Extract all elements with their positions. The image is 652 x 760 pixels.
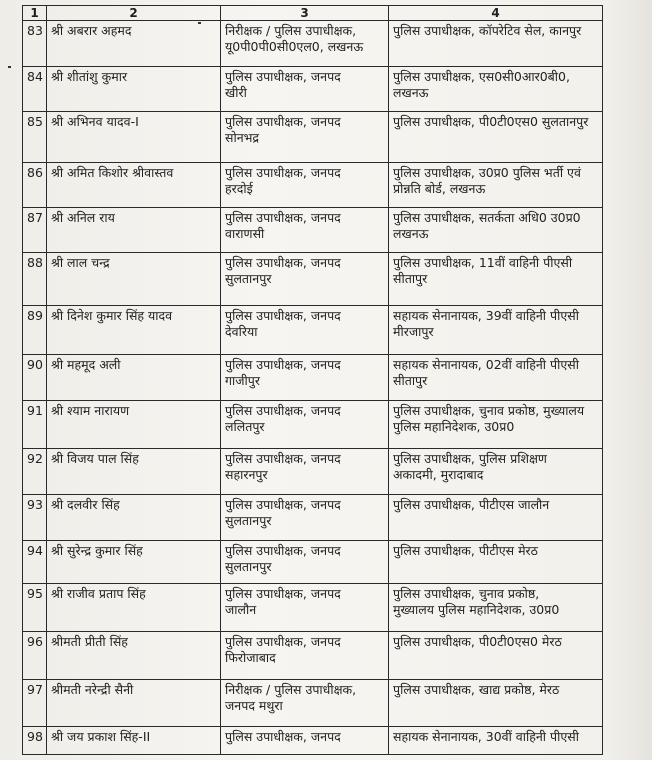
current-posting-line: निरीक्षक / पुलिस उपाधीक्षक, <box>225 682 357 697</box>
table-row <box>23 584 603 632</box>
serial-number: 89 <box>23 306 47 355</box>
officer-name: श्री अबरार अहमद <box>47 21 221 67</box>
serial-number: 94 <box>23 541 47 584</box>
table-row <box>23 727 603 755</box>
transfer-table <box>22 5 603 755</box>
current-posting-line: फिरोजाबाद <box>225 650 276 665</box>
new-posting-line: पुलिस उपाधीक्षक, पीटीएस मेरठ <box>393 543 538 558</box>
table-row <box>23 208 603 253</box>
serial-number: 91 <box>23 401 47 449</box>
table-row <box>23 306 603 355</box>
current-posting <box>221 541 389 584</box>
new-posting-line: पुलिस उपाधीक्षक, पी0टी0एस0 मेरठ <box>393 634 562 649</box>
officer-name: श्रीमती नरेन्द्री सैनी <box>47 680 221 727</box>
current-posting <box>221 632 389 680</box>
current-posting <box>221 112 389 163</box>
column-header: 4 <box>389 6 603 21</box>
table-row <box>23 632 603 680</box>
new-posting-line: पुलिस उपाधीक्षक, सतर्कता अधि0 उ0प्र0 <box>393 210 581 225</box>
current-posting-line: सुलतानपुर <box>225 559 272 574</box>
officer-name: श्रीमती प्रीती सिंह <box>47 632 221 680</box>
new-posting-line: सीतापुर <box>393 373 428 388</box>
new-posting <box>389 401 603 449</box>
current-posting-line: पुलिस उपाधीक्षक, जनपद <box>225 210 341 225</box>
table-row <box>23 112 603 163</box>
current-posting <box>221 208 389 253</box>
new-posting <box>389 306 603 355</box>
column-header: 3 <box>221 6 389 21</box>
serial-number: 92 <box>23 449 47 495</box>
new-posting-line: मीरजापुर <box>393 324 434 339</box>
new-posting-line: पुलिस उपाधीक्षक, खाद्य प्रकोष्ठ, मेरठ <box>393 682 560 697</box>
table-row <box>23 21 603 67</box>
current-posting-line: पुलिस उपाधीक्षक, जनपद <box>225 357 341 372</box>
current-posting-line: ललितपुर <box>225 419 265 434</box>
table-row <box>23 680 603 727</box>
new-posting <box>389 727 603 755</box>
officer-name: श्री शीतांशु कुमार <box>47 67 221 112</box>
new-posting-line: पुलिस उपाधीक्षक, चुनाव प्रकोष्ठ, मुख्यालय <box>393 403 585 418</box>
new-posting-line: पुलिस उपाधीक्षक, चुनाव प्रकोष्ठ, <box>393 586 540 601</box>
new-posting-line: सहायक सेनानायक, 39वीं वाहिनी पीएसी <box>393 308 579 323</box>
new-posting <box>389 541 603 584</box>
new-posting <box>389 21 603 67</box>
new-posting-line: पुलिस उपाधीक्षक, 11वीं वाहिनी पीएसी <box>393 255 573 270</box>
table-row <box>23 495 603 541</box>
table-row <box>23 355 603 401</box>
new-posting <box>389 163 603 208</box>
current-posting-line: पुलिस उपाधीक्षक, जनपद <box>225 308 341 323</box>
table-row <box>23 253 603 306</box>
serial-number: 97 <box>23 680 47 727</box>
current-posting <box>221 680 389 727</box>
current-posting-line: पुलिस उपाधीक्षक, जनपद <box>225 586 341 601</box>
new-posting-line: सहायक सेनानायक, 30वीं वाहिनी पीएसी <box>393 729 579 744</box>
new-posting-line: पुलिस उपाधीक्षक, कॉपरेटिव सेल, कानपुर <box>393 23 582 38</box>
new-posting <box>389 449 603 495</box>
current-posting-line: निरीक्षक / पुलिस उपाधीक्षक, <box>225 23 357 38</box>
serial-number: 84 <box>23 67 47 112</box>
current-posting-line: पुलिस उपाधीक्षक, जनपद <box>225 403 341 418</box>
new-posting-line: लखनऊ <box>393 226 429 241</box>
serial-number: 83 <box>23 21 47 67</box>
officer-name: श्री जय प्रकाश सिंह-II <box>47 727 221 755</box>
current-posting <box>221 401 389 449</box>
current-posting <box>221 67 389 112</box>
current-posting-line: पुलिस उपाधीक्षक, जनपद <box>225 729 341 744</box>
new-posting <box>389 355 603 401</box>
scan-speck <box>8 66 11 68</box>
serial-number: 90 <box>23 355 47 401</box>
current-posting-line: वाराणसी <box>225 226 265 241</box>
page-shadow <box>602 0 652 760</box>
current-posting-line: पुलिस उपाधीक्षक, जनपद <box>225 634 341 649</box>
new-posting-line: प्रोन्नति बोर्ड, लखनऊ <box>393 181 486 196</box>
officer-name: श्री लाल चन्द्र <box>47 253 221 306</box>
table-row <box>23 449 603 495</box>
current-posting <box>221 21 389 67</box>
new-posting-line: सीतापुर <box>393 271 428 286</box>
current-posting-line: पुलिस उपाधीक्षक, जनपद <box>225 69 341 84</box>
serial-number: 88 <box>23 253 47 306</box>
current-posting-line: यू0पी0पी0सी0एल0, लखनऊ <box>225 39 364 54</box>
current-posting <box>221 584 389 632</box>
current-posting-line: गाजीपुर <box>225 373 261 388</box>
new-posting-line: अकादमी, मुरादाबाद <box>393 467 484 482</box>
current-posting-line: पुलिस उपाधीक्षक, जनपद <box>225 497 341 512</box>
current-posting <box>221 163 389 208</box>
new-posting-line: पुलिस महानिदेशक, उ0प्र0 <box>393 419 515 434</box>
new-posting-line: पुलिस उपाधीक्षक, पीटीएस जालौन <box>393 497 550 512</box>
new-posting <box>389 495 603 541</box>
current-posting-line: पुलिस उपाधीक्षक, जनपद <box>225 255 341 270</box>
officer-name: श्री दिनेश कुमार सिंह यादव <box>47 306 221 355</box>
serial-number: 96 <box>23 632 47 680</box>
new-posting-line: पुलिस उपाधीक्षक, उ0प्र0 पुलिस भर्ती एवं <box>393 165 581 180</box>
current-posting-line: जालौन <box>225 602 257 617</box>
column-header: 1 <box>23 6 47 21</box>
new-posting <box>389 632 603 680</box>
serial-number: 85 <box>23 112 47 163</box>
officer-name: श्री महमूद अली <box>47 355 221 401</box>
officer-name: श्री अमित किशोर श्रीवास्तव <box>47 163 221 208</box>
current-posting-line: हरदोई <box>225 181 253 196</box>
table-row <box>23 163 603 208</box>
new-posting <box>389 67 603 112</box>
current-posting-line: सुलतानपुर <box>225 271 272 286</box>
serial-number: 93 <box>23 495 47 541</box>
officer-name: श्री सुरेन्द्र कुमार सिंह <box>47 541 221 584</box>
current-posting <box>221 495 389 541</box>
current-posting-line: सहारनपुर <box>225 467 268 482</box>
officer-name: श्री राजीव प्रताप सिंह <box>47 584 221 632</box>
current-posting-line: खीरी <box>225 85 247 100</box>
new-posting <box>389 680 603 727</box>
new-posting-line: सहायक सेनानायक, 02वीं वाहिनी पीएसी <box>393 357 579 372</box>
serial-number: 98 <box>23 727 47 755</box>
current-posting <box>221 727 389 755</box>
new-posting-line: पुलिस उपाधीक्षक, पी0टी0एस0 सुलतानपुर <box>393 114 589 129</box>
new-posting <box>389 208 603 253</box>
current-posting <box>221 355 389 401</box>
officer-name: श्री विजय पाल सिंह <box>47 449 221 495</box>
serial-number: 86 <box>23 163 47 208</box>
new-posting-line: लखनऊ <box>393 85 429 100</box>
current-posting <box>221 253 389 306</box>
column-header: 2 <box>47 6 221 21</box>
current-posting-line: पुलिस उपाधीक्षक, जनपद <box>225 543 341 558</box>
serial-number: 87 <box>23 208 47 253</box>
new-posting-line: पुलिस उपाधीक्षक, एस0सी0आर0बी0, <box>393 69 570 84</box>
table-row <box>23 401 603 449</box>
current-posting-line: सुलतानपुर <box>225 513 272 528</box>
current-posting-line: देवरिया <box>225 324 258 339</box>
current-posting <box>221 449 389 495</box>
current-posting <box>221 306 389 355</box>
new-posting <box>389 584 603 632</box>
current-posting-line: जनपद मथुरा <box>225 698 283 713</box>
current-posting-line: सोनभद्र <box>225 130 260 145</box>
new-posting <box>389 112 603 163</box>
new-posting-line: मुख्यालय पुलिस महानिदेशक, उ0प्र0 <box>393 602 560 617</box>
table-row <box>23 67 603 112</box>
current-posting-line: पुलिस उपाधीक्षक, जनपद <box>225 165 341 180</box>
table-row <box>23 541 603 584</box>
new-posting-line: पुलिस उपाधीक्षक, पुलिस प्रशिक्षण <box>393 451 547 466</box>
officer-name: श्री श्याम नारायण <box>47 401 221 449</box>
officer-name: श्री अनिल राय <box>47 208 221 253</box>
current-posting-line: पुलिस उपाधीक्षक, जनपद <box>225 451 341 466</box>
header-row <box>23 6 603 21</box>
current-posting-line: पुलिस उपाधीक्षक, जनपद <box>225 114 341 129</box>
new-posting <box>389 253 603 306</box>
serial-number: 95 <box>23 584 47 632</box>
officer-name: श्री अभिनव यादव-I <box>47 112 221 163</box>
officer-name: श्री दलवीर सिंह <box>47 495 221 541</box>
